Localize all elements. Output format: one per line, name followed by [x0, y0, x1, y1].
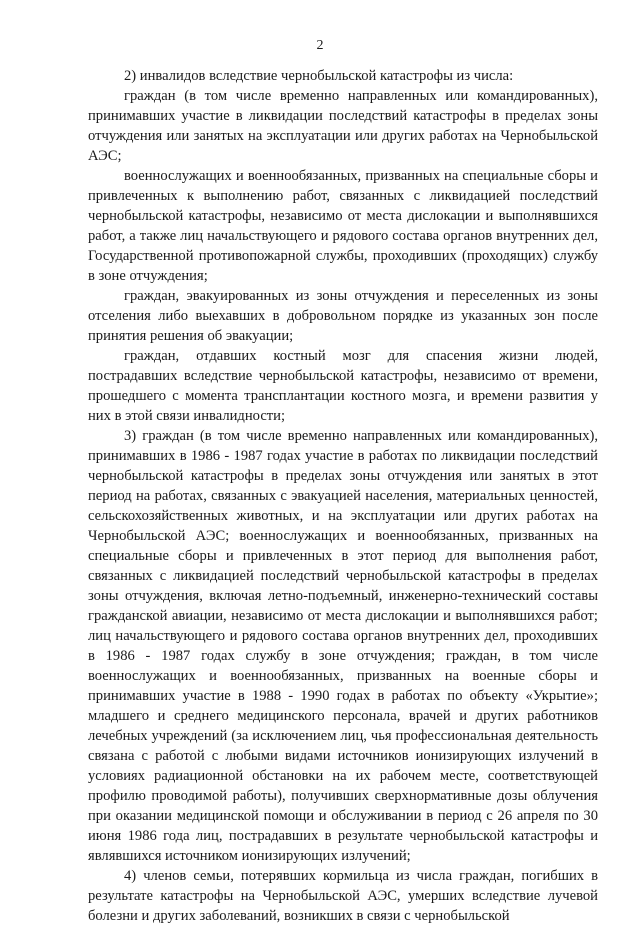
paragraph-item-3-participants: 3) граждан (в том числе временно направленных или командированных), принимавших в 1986 - 1987 годах участие в работах по ликвидации последствий чернобыльской катастрофы в пределах зоны отчуждения или занятых в этот период на работах, связанных с эвакуацией населения, материальных ценностей, сельскохозяйственных животных, и на эксплуатации или других работах на Чернобыльской АЭС; военнослужащих и военнообязанных, призванных на специальные сборы и привлеченных в этот период для выполнения работ, связанных с ликвидацией последствий чернобыльской катастрофы в пределах зоны отчуждения, включая летно-подъемный, инженерно-технический составы гражданской авиации, независимо от места дислокации и выполнявшихся работ; лиц начальствующего и рядового состава органов внутренних дел, проходивших в 1986 - 1987 годах службу в зоне отчуждения; граждан, в том числе военнослужащих и военнообязанных, призванных на военные сборы и принимавших участие в 1988 - 1990 годах в работах по объекту «Укрытие»; младшего и среднего медицинского персонала, врачей и других работников лечебных учреждений (за исключением лиц, чья профессиональная деятельность связана с работой с любыми видами источников ионизирующих излучений в условиях радиационной обстановки на их рабочем месте, соответствующей профилю проводимой работы), получивших сверхнормативные дозы облучения при оказании медицинской помощи и обслуживании в период с 26 апреля по 30 июня 1986 года лиц, пострадавших в результате чернобыльской катастрофы и являвшихся источником ионизирующих излучений; — [88, 428, 598, 864]
paragraph-military-servicemen: военнослужащих и военнообязанных, призванных на специальные сборы и привлеченных к выполнению работ, связанных с ликвидацией последствий чернобыльской катастрофы, независимо от места дислокации и выполнявшихся работ, а также лиц начальствующего и рядового состава органов внутренних дел, Государственной противопожарной службы, проходивших (проходящих) службу в зоне отчуждения; — [88, 168, 598, 284]
page-number: 2 — [316, 38, 324, 53]
paragraph-evacuated-citizens: граждан, эвакуированных из зоны отчуждения и переселенных из зоны отселения либо выехавших в добровольном порядке из указанных зон после принятия решения об эвакуации; — [88, 288, 598, 344]
paragraph-item-2-heading: 2) инвалидов вследствие чернобыльской катастрофы из числа: — [124, 68, 514, 84]
paragraph-citizens-liquidation: граждан (в том числе временно направленных или командированных), принимавших участие в ликвидации последствий катастрофы в пределах зоны отчуждения или занятых на эксплуатации или других работах на Чернобыльской АЭС; — [88, 88, 598, 164]
document-body — [88, 66, 598, 926]
paragraph-item-4-family-members: 4) членов семьи, потерявших кормильца из числа граждан, погибших в результате катастрофы на Чернобыльской АЭС, умерших вследствие лучевой болезни и других заболеваний, возникших в связи с чернобыльской — [88, 868, 598, 924]
paragraph-bone-marrow-donors: граждан, отдавших костный мозг для спасения жизни людей, пострадавших вследствие чернобыльской катастрофы, независимо от времени, прошедшего с момента трансплантации костного мозга, и времени развития у них в этой связи инвалидности; — [88, 348, 598, 424]
